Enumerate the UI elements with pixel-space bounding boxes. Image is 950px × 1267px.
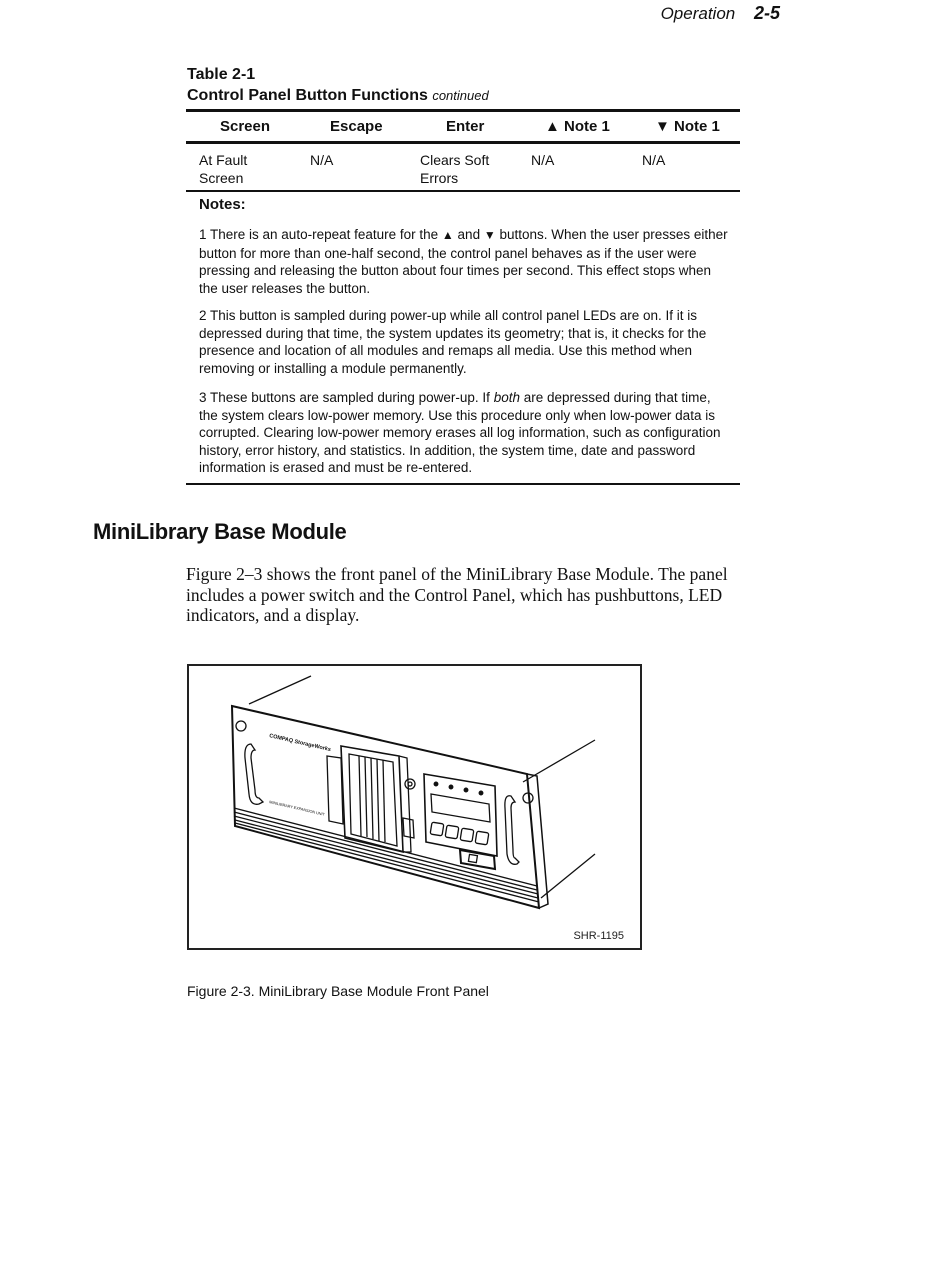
table-continued-label: continued	[432, 88, 489, 103]
table-title-text: Control Panel Button Functions	[187, 87, 428, 104]
cell-down: N/A	[642, 152, 666, 168]
cell-screen	[199, 151, 247, 187]
screw-icon	[236, 721, 246, 731]
pushbutton	[475, 831, 489, 845]
cell-screen-line: At Fault	[199, 152, 248, 168]
column-divider	[408, 144, 410, 190]
small-switch	[403, 818, 414, 838]
note-2: 2 This button is sampled during power-up while all control panel LEDs are on. If it is depressed during that time, the system updates its geometry; that is, it checks for the presence and location of all modules and remaps all media. Use this method when removing or installing a module permanently.	[199, 308, 707, 376]
cell-screen-line: Screen	[199, 170, 244, 186]
minilibrary-front-panel-illustration	[189, 666, 640, 948]
display-window	[431, 794, 490, 822]
down-triangle-icon: ▼	[483, 228, 496, 242]
pushbutton	[460, 828, 474, 842]
column-divider	[519, 144, 521, 190]
column-header-escape: Escape	[330, 118, 383, 135]
table-row	[186, 144, 740, 192]
led-indicator	[449, 785, 453, 789]
side-slot	[327, 756, 343, 824]
column-divider	[519, 112, 521, 141]
control-panel-functions-table	[186, 109, 740, 192]
led-indicator	[479, 791, 483, 795]
power-switch	[460, 850, 495, 869]
cell-enter-line: Errors	[420, 170, 459, 186]
header-page-number: 2-5	[753, 3, 780, 23]
cell-up: N/A	[531, 152, 555, 168]
note-1-text: buttons. When the user presses either button for more than one-half second, the control panel behaves as if the user were pressing and releasing the button about four times per second. This effect stops when the user releases the button.	[199, 227, 728, 296]
key-switch-icon	[405, 779, 415, 789]
notes-title: Notes:	[199, 196, 246, 213]
cell-enter	[420, 151, 489, 187]
table-number: Table 2-1	[187, 66, 256, 83]
table-notes	[186, 190, 740, 485]
column-header-down-note: ▼ Note 1	[655, 118, 720, 135]
note-3-emphasis: both	[493, 390, 520, 405]
up-triangle-icon: ▲	[441, 228, 454, 242]
note-3	[199, 389, 729, 477]
led-indicator	[464, 788, 468, 792]
section-heading: MiniLibrary Base Module	[93, 519, 347, 544]
figure-brand-label: COMPAQ StorageWorks	[268, 733, 332, 754]
column-header-screen: Screen	[220, 118, 271, 135]
note-3-text: 3 These buttons are sampled during power-up. If	[199, 390, 494, 405]
column-header-enter: Enter	[446, 118, 485, 135]
cell-escape: N/A	[310, 152, 334, 168]
pushbutton	[430, 822, 444, 836]
note-1-text: 1 There is an auto-repeat feature for the	[199, 227, 442, 242]
figure-id: SHR-1195	[573, 930, 624, 942]
table-title	[187, 87, 489, 105]
cell-enter-line: Clears Soft	[420, 152, 490, 168]
chassis-top-edge	[249, 676, 311, 704]
figure-unit-label: MINILIBRARY EXPANSION UNIT	[268, 800, 326, 817]
left-handle	[245, 744, 263, 804]
chassis-bottom-right-edge	[541, 854, 595, 898]
led-indicator	[434, 782, 438, 786]
figure-frame	[187, 664, 642, 950]
control-panel	[424, 774, 497, 856]
header-section-title: Operation	[660, 4, 736, 23]
note-1-text: and	[453, 227, 484, 242]
pushbutton	[445, 825, 459, 839]
column-divider	[408, 112, 410, 141]
figure-caption: Figure 2-3. MiniLibrary Base Module Front Panel	[187, 983, 489, 999]
right-handle	[505, 796, 519, 865]
note-1	[199, 226, 729, 297]
body-paragraph: Figure 2–3 shows the front panel of the MiniLibrary Base Module. The panel includes a power switch and the Control Panel, which has pushbuttons, LED indicators, and a display.	[186, 564, 728, 625]
note-3-text: are depressed during that time, the system clears low-power memory. Use this procedure only when low-power data is corrupted. Clearing low-power memory erases all log information, such as configuration history, error history, and statistics. In addition, the system time, date and password information is erased and must be re-entered.	[199, 390, 721, 476]
column-header-up-note: ▲ Note 1	[545, 118, 610, 135]
table-header-row	[186, 112, 740, 144]
running-header	[661, 3, 780, 24]
